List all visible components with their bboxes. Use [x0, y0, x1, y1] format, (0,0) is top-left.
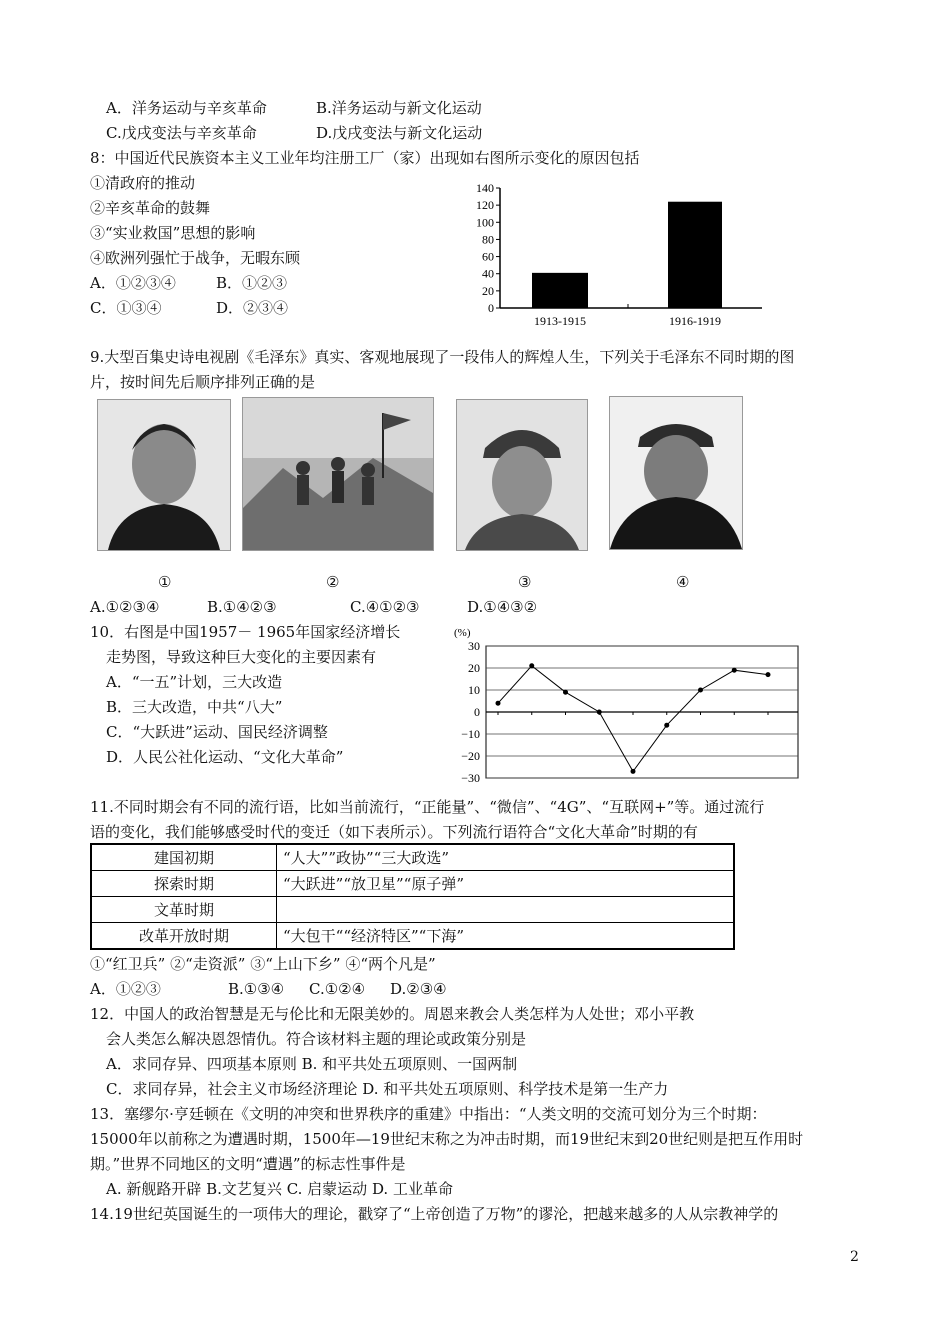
q10-option-a: A．“一五”计划，三大改造	[106, 673, 283, 691]
y-tick-label: 60	[482, 249, 494, 264]
q8-option-c: C．①③④	[90, 299, 162, 317]
table-cell-period: 文革时期	[91, 897, 277, 923]
q12-options-line2: C．求同存异，社会主义市场经济理论 D. 和平共处五项原则、科学技术是第一生产力	[106, 1080, 669, 1098]
x-tick-label: 1913-1915	[534, 314, 586, 328]
q9-option-b: B.①④②③	[207, 598, 277, 616]
q8-item-3: ③“实业救国”思想的影响	[90, 224, 256, 242]
table-cell-slogans	[277, 897, 735, 923]
q9-option-a: A.①②③④	[90, 598, 160, 616]
data-point	[766, 672, 771, 677]
data-point	[563, 690, 568, 695]
table-row	[91, 844, 734, 871]
data-point	[732, 668, 737, 673]
q8-bar-chart	[470, 178, 770, 330]
portrait-photo-3	[456, 399, 588, 551]
q8-item-2: ②辛亥革命的鼓舞	[90, 199, 211, 217]
q9-option-c: C.④①②③	[350, 598, 420, 616]
y-tick-label: 10	[468, 683, 480, 697]
q11-stem-line1: 11.不同时期会有不同的流行语，比如当前流行，“正能量”、“微信”、“4G”、“互联网+”等。通过流行	[90, 798, 765, 816]
table-cell-slogans: “人大””政协”“三大政选”	[277, 844, 735, 871]
data-point	[631, 769, 636, 774]
q13-options: A. 新舰路开辟 B.文艺复兴 C. 启蒙运动 D. 工业革命	[106, 1180, 453, 1198]
table-cell-period: 探索时期	[91, 871, 277, 897]
q10-stem-line1: 10．右图是中国1957－ 1965年国家经济增长	[90, 623, 401, 641]
q13-stem-line1: 13．塞缪尔·亨廷顿在《文明的冲突和世界秩序的重建》中指出：“人类文明的交流可划分为三个时期：	[90, 1105, 767, 1123]
y-tick-label: 40	[482, 266, 494, 281]
q8-option-b: B．①②③	[216, 274, 288, 292]
q11-stem-line2: 语的变化，我们能够感受时代的变迁（如下表所示）。下列流行语符合“文化大革命”时期的有	[90, 823, 698, 841]
page-number: 2	[850, 1249, 859, 1265]
y-tick-label: 80	[482, 232, 494, 247]
q8-option-d: D．②③④	[216, 299, 289, 317]
q10-option-d: D．人民公社化运动、“文化大革命”	[106, 748, 344, 766]
bar	[668, 202, 722, 308]
q8-option-a: A．①②③④	[90, 274, 176, 292]
q9-stem-line1: 9.大型百集史诗电视剧《毛泽东》真实、客观地展现了一段伟人的辉煌人生，下列关于毛泽东不同时期的图	[90, 348, 795, 366]
y-tick-label: −10	[461, 727, 480, 741]
prev-option-d: D.戊戌变法与新文化运动	[316, 124, 483, 142]
table-cell-period: 建国初期	[91, 844, 277, 871]
q14-stem-line1: 14.19世纪英国诞生的一项伟大的理论，戳穿了“上帝创造了万物”的谬沦，把越来越多的人从宗教神学的	[90, 1205, 779, 1223]
bar	[532, 273, 588, 308]
q11-option-d: D.②③④	[390, 980, 447, 998]
table-cell-slogans: “大包干““经济特区”“下海”	[277, 923, 735, 950]
q11-option-a: A．①②③	[90, 980, 161, 998]
data-point	[496, 701, 501, 706]
q11-option-c: C.①②④	[309, 980, 366, 998]
y-tick-label: −20	[461, 749, 480, 763]
y-tick-label: −30	[461, 771, 480, 785]
y-tick-label: 120	[476, 198, 494, 213]
table-row	[91, 871, 734, 897]
portrait-photo-4	[609, 396, 743, 550]
photo-label-2: ②	[326, 573, 340, 591]
q11-items: ①“红卫兵” ②“走资派” ③“上山下乡” ④“两个凡是”	[90, 955, 436, 973]
prev-option-a: A．洋务运动与辛亥革命	[106, 99, 267, 117]
portrait-photo-1	[97, 399, 231, 551]
q10-option-b: B．三大改造，中共“八大”	[106, 698, 283, 716]
q11-option-b: B.①③④	[228, 980, 285, 998]
photo-label-1: ①	[158, 573, 172, 591]
group-scene-photo-2	[242, 397, 434, 551]
q9-option-d: D.①④③②	[467, 598, 538, 616]
q12-stem-line2: 会人类怎么解决恩怨情仇。符合该材料主题的理论或政策分别是	[106, 1030, 527, 1048]
y-tick-label: 20	[482, 283, 494, 298]
prev-option-c: C.戊戌变法与辛亥革命	[106, 124, 257, 142]
y-tick-label: 0	[488, 301, 494, 315]
table-cell-period: 改革开放时期	[91, 923, 277, 950]
data-point	[529, 663, 534, 668]
table-cell-slogans: “大跃进”“放卫星”“原子弹”	[277, 871, 735, 897]
series-line	[498, 666, 768, 772]
y-axis-unit: (%)	[454, 627, 471, 639]
table-row	[91, 897, 734, 923]
table-row	[91, 923, 734, 950]
y-tick-label: 20	[468, 661, 480, 675]
q13-stem-line3: 期。”世界不同地区的文明“遭遇”的标志性事件是	[90, 1155, 406, 1173]
q8-item-4: ④欧洲列强忙于战争，无暇东顾	[90, 249, 301, 267]
data-point	[664, 723, 669, 728]
q10-option-c: C．“大跃进”运动、国民经济调整	[106, 723, 328, 741]
q10-stem-line2: 走势图，导致这种巨大变化的主要因素有	[106, 648, 377, 666]
q8-item-1: ①清政府的推动	[90, 174, 196, 192]
photo-label-4: ④	[676, 573, 690, 591]
photo-label-3: ③	[518, 573, 532, 591]
y-tick-label: 140	[476, 181, 494, 195]
data-point	[698, 688, 703, 693]
y-tick-label: 0	[474, 705, 480, 719]
q8-stem: 8：中国近代民族资本主义工业年均注册工厂（家）出现如右图所示变化的原因包括	[90, 149, 640, 167]
slogan-table	[90, 843, 735, 950]
q9-stem-line2: 片，按时间先后顺序排列正确的是	[90, 373, 316, 391]
y-tick-label: 100	[476, 215, 494, 230]
x-tick-label: 1916-1919	[669, 314, 721, 328]
q12-options-line1: A．求同存异、四项基本原则 B. 和平共处五项原则、一国两制	[106, 1055, 518, 1073]
q12-stem-line1: 12．中国人的政治智慧是无与伦比和无限美妙的。周恩来教会人类怎样为人处世；邓小平教	[90, 1005, 695, 1023]
q13-stem-line2: 15000年以前称之为遭遇时期，1500年—19世纪末称之为冲击时期，而19世纪末到20世纪则是把互作用时	[90, 1130, 804, 1148]
y-tick-label: 30	[468, 639, 480, 653]
prev-option-b: B.洋务运动与新文化运动	[316, 99, 482, 117]
q10-line-chart	[448, 624, 804, 786]
